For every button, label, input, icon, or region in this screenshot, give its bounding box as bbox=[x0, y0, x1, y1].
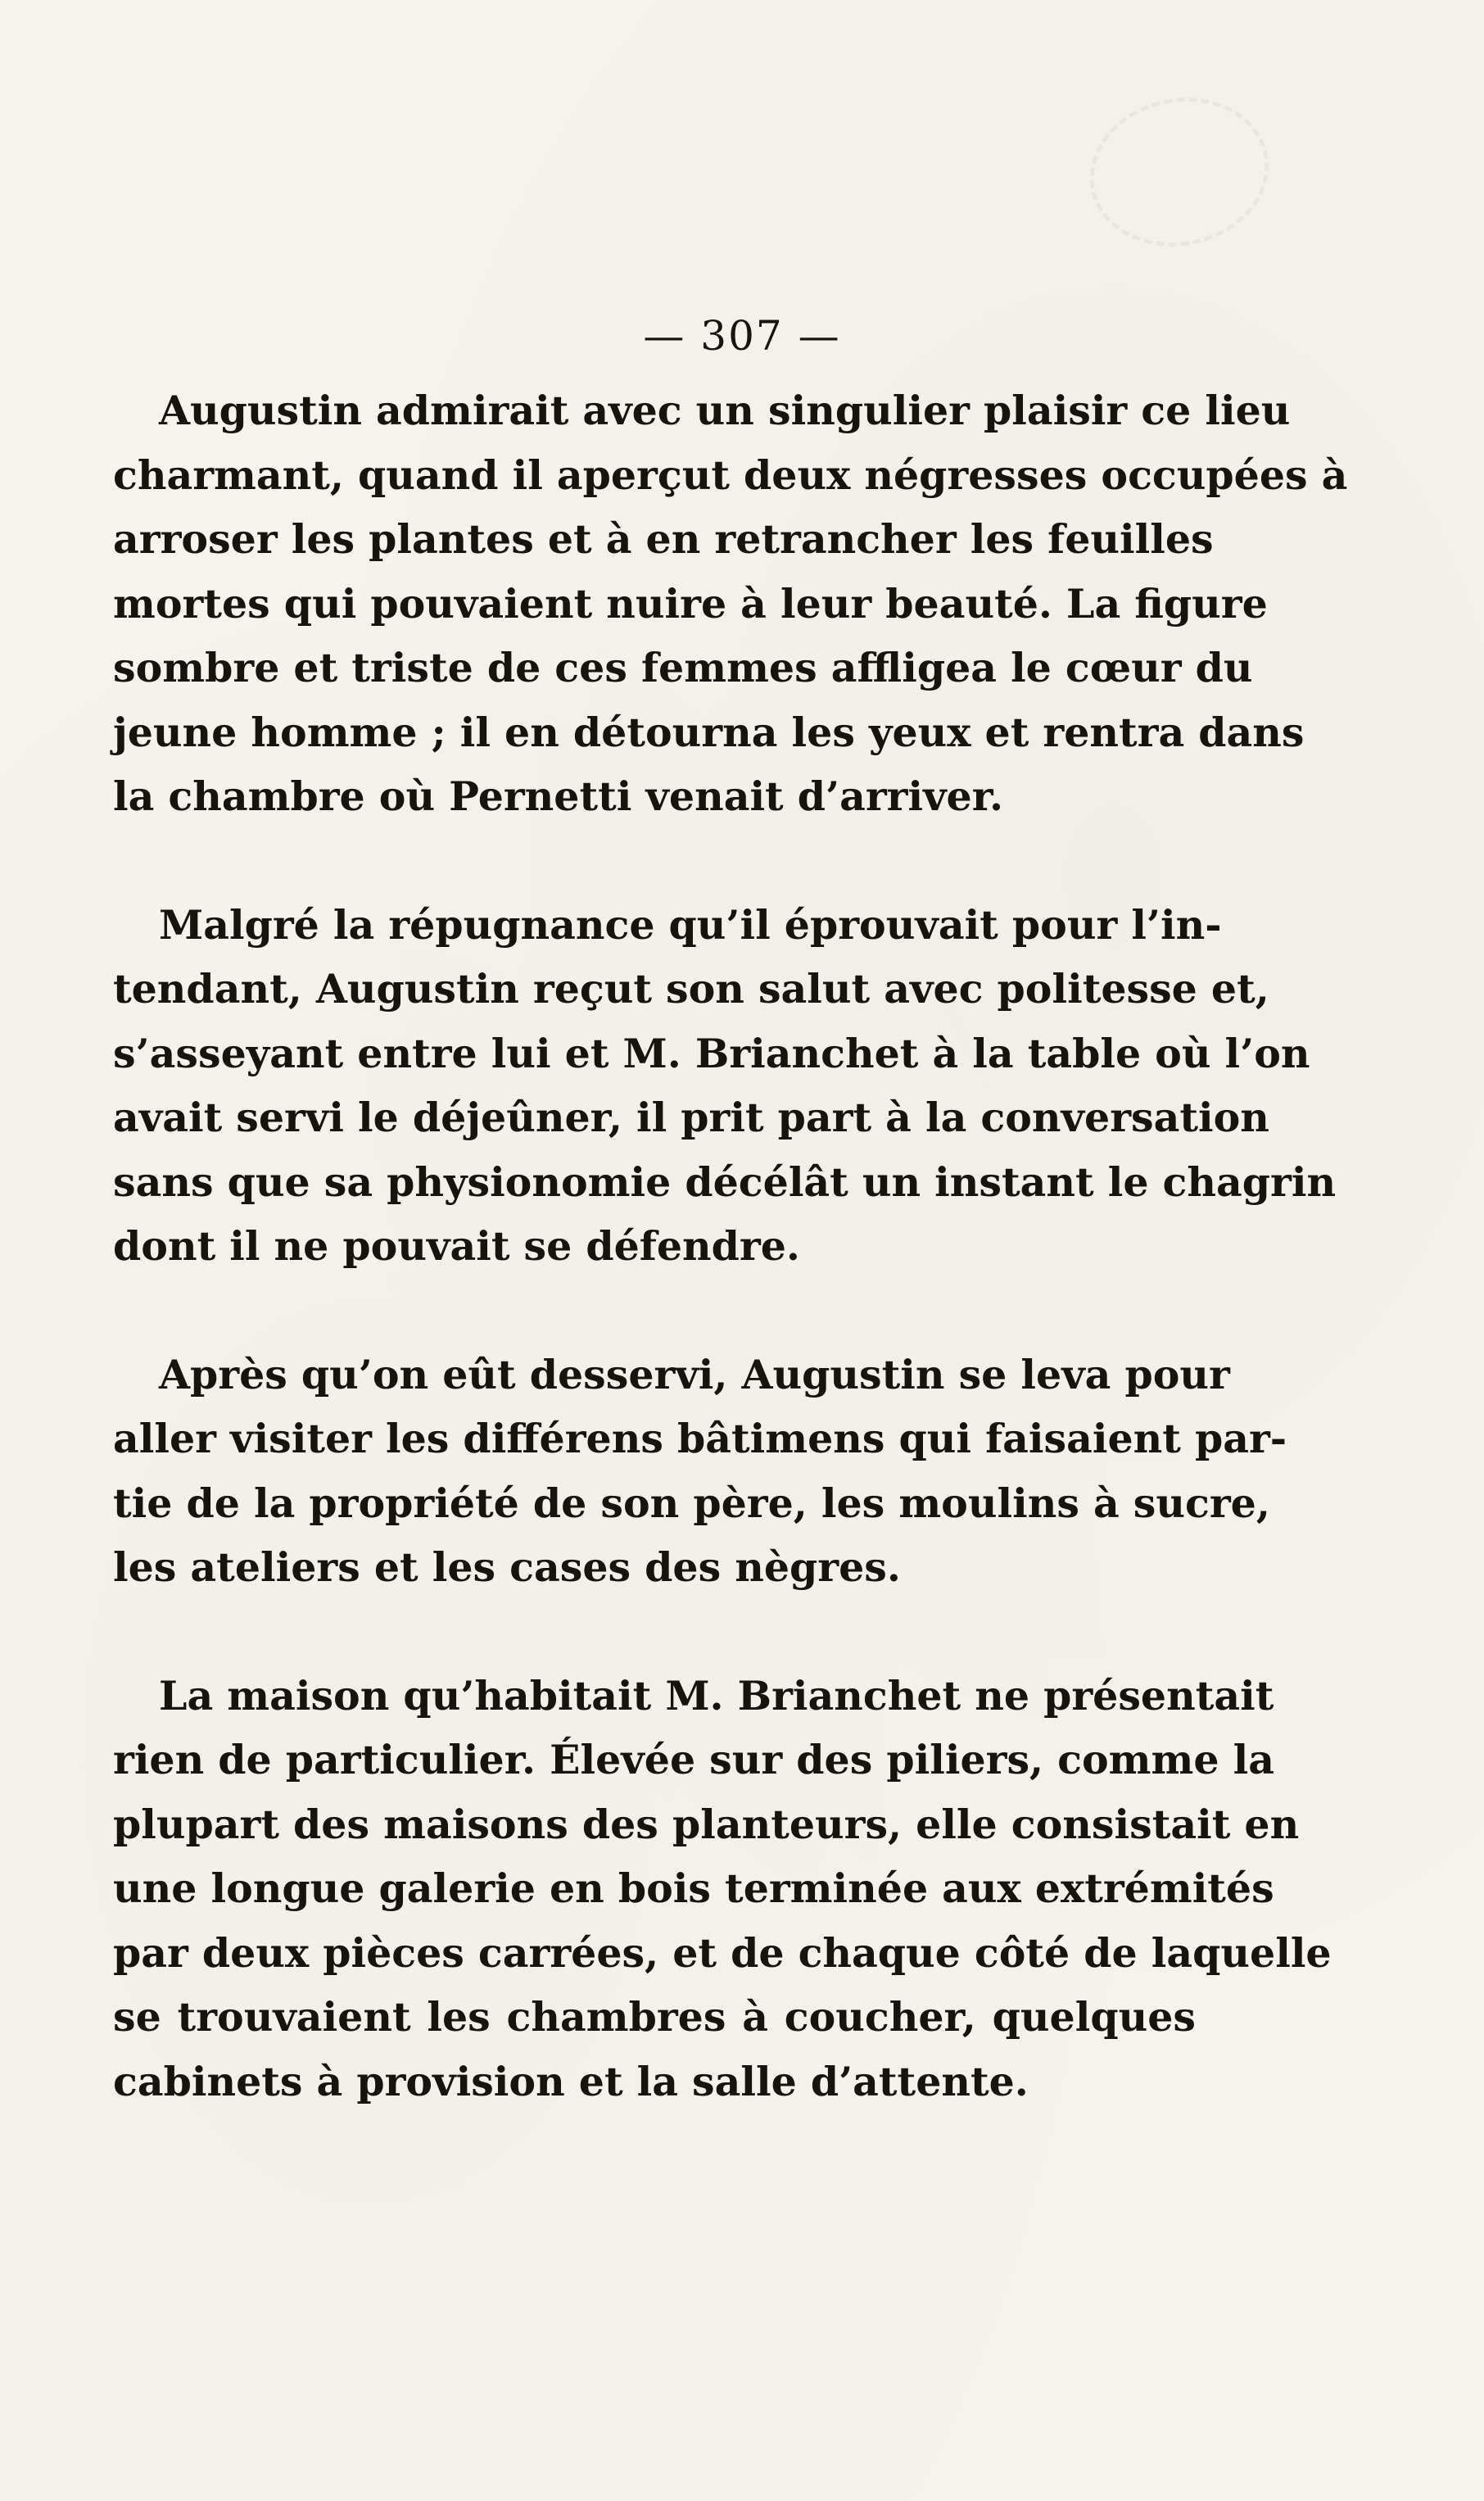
text-line: cabinets à provision et la salle d’attente. bbox=[113, 2057, 1029, 2105]
text-line: tie de la propriété de son père, les moulins à sucre, bbox=[113, 1479, 1270, 1527]
text-line: Augustin admirait avec un singulier plaisir ce lieu bbox=[159, 387, 1291, 434]
paragraph-4 bbox=[113, 1664, 1332, 2114]
text-line: arroser les plantes et à en retrancher les feuilles bbox=[113, 515, 1214, 563]
text-line: plupart des maisons des planteurs, elle consistait en bbox=[113, 1800, 1300, 1848]
body-text bbox=[113, 378, 1348, 2114]
text-line: une longue galerie en bois terminée aux extrémités bbox=[113, 1864, 1274, 1912]
library-stamp-faint bbox=[1076, 81, 1283, 263]
text-line: Malgré la répugnance qu’il éprouvait pour l’in- bbox=[159, 900, 1222, 949]
page-number: — 307 — bbox=[643, 312, 841, 360]
paragraph-2 bbox=[113, 893, 1337, 1279]
text-line: la chambre où Pernetti venait d’arriver. bbox=[113, 773, 1004, 820]
text-line: tendant, Augustin reçut son salut avec politesse et, bbox=[113, 965, 1269, 1013]
text-line: rien de particulier. Élevée sur des piliers, comme la bbox=[113, 1736, 1274, 1783]
text-line: dont il ne pouvait se défendre. bbox=[113, 1222, 800, 1270]
text-line: charmant, quand il aperçut deux négresses occupées à bbox=[113, 451, 1348, 499]
paragraph-3 bbox=[113, 1343, 1287, 1600]
text-line: les ateliers et les cases des nègres. bbox=[113, 1543, 901, 1591]
text-line: aller visiter les différens bâtimens qui faisaient par- bbox=[113, 1415, 1287, 1462]
text-line: se trouvaient les chambres à coucher, quelques bbox=[113, 1993, 1196, 2041]
text-line: mortes qui pouvaient nuire à leur beauté. La figure bbox=[113, 579, 1268, 628]
text-line: sans que sa physionomie décélât un instant le chagrin bbox=[113, 1158, 1337, 1206]
paragraph-1 bbox=[113, 378, 1348, 829]
text-line: jeune homme ; il en détourna les yeux et rentra dans bbox=[113, 708, 1305, 756]
text-line: Après qu’on eût desservi, Augustin se leva pour bbox=[159, 1350, 1230, 1398]
text-line: avait servi le déjeûner, il prit part à la conversation bbox=[113, 1094, 1269, 1141]
text-line: sombre et triste de ces femmes affligea le cœur du bbox=[113, 644, 1253, 691]
text-line: La maison qu’habitait M. Brianchet ne présentait bbox=[159, 1671, 1274, 1719]
text-line: par deux pièces carrées, et de chaque côté de laquelle bbox=[113, 1928, 1332, 1977]
text-line: s’asseyant entre lui et M. Brianchet à la table où l’on bbox=[113, 1029, 1310, 1077]
